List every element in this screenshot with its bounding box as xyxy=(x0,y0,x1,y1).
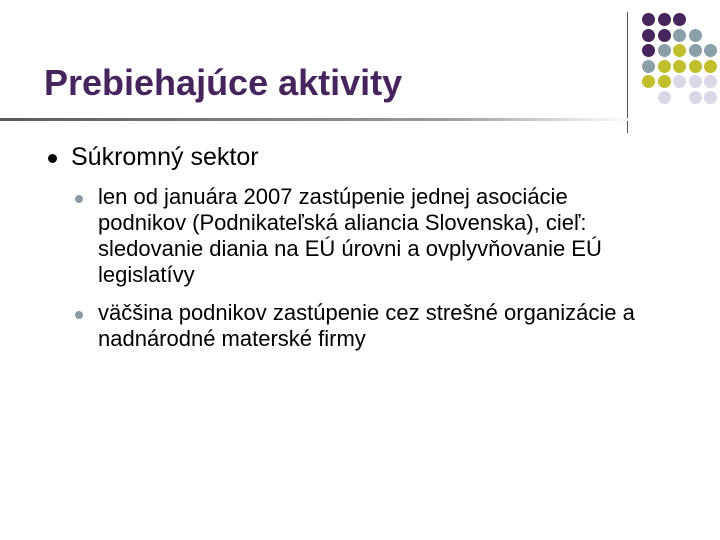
decorative-dot xyxy=(673,75,686,88)
decorative-dot xyxy=(673,60,686,73)
decorative-dot xyxy=(704,91,717,104)
decorative-dot xyxy=(673,13,686,26)
bullet-item xyxy=(44,142,684,352)
decorative-dot xyxy=(658,60,671,73)
vertical-divider xyxy=(627,12,628,133)
decorative-dot xyxy=(658,29,671,42)
decorative-dot xyxy=(658,75,671,88)
subbullet-dot-icon xyxy=(75,195,83,203)
title-underline xyxy=(0,118,632,121)
decorative-dot xyxy=(689,60,702,73)
subbullet-dot-icon xyxy=(75,311,83,319)
decorative-dot xyxy=(689,75,702,88)
decorative-dot xyxy=(689,44,702,57)
subbullet-item xyxy=(44,300,658,352)
decorative-dot xyxy=(642,13,655,26)
decorative-dot xyxy=(704,44,717,57)
decorative-dot xyxy=(673,44,686,57)
decorative-dot xyxy=(642,75,655,88)
subbullet-item xyxy=(44,184,658,288)
decorative-dot xyxy=(658,13,671,26)
slide-title: Prebiehajúce aktivity xyxy=(44,62,403,103)
bullet-text: Súkromný sektor xyxy=(71,143,259,171)
decorative-dot xyxy=(642,60,655,73)
subbullet-list xyxy=(71,184,684,352)
decorative-dot xyxy=(704,75,717,88)
decorative-dot xyxy=(704,60,717,73)
bullet-list xyxy=(44,142,684,364)
decorative-dot xyxy=(658,91,671,104)
decorative-dot xyxy=(689,29,702,42)
decorative-dot xyxy=(689,91,702,104)
decorative-dot xyxy=(642,44,655,57)
bullet-dot-icon xyxy=(48,154,57,163)
subbullet-text: väčšina podnikov zastúpenie cez strešné organizácie a nadnárodné materské firmy xyxy=(98,300,635,351)
subbullet-text: len od januára 2007 zastúpenie jednej asociácie podnikov (Podnikateľská aliancia Slovenska), cieľ: sledovanie diania na EÚ úrovni a ovplyvňovanie EÚ legislatívy xyxy=(98,184,602,287)
decorative-dot xyxy=(658,44,671,57)
decorative-dot xyxy=(642,29,655,42)
decorative-dot-grid xyxy=(640,12,720,120)
decorative-dot xyxy=(673,29,686,42)
